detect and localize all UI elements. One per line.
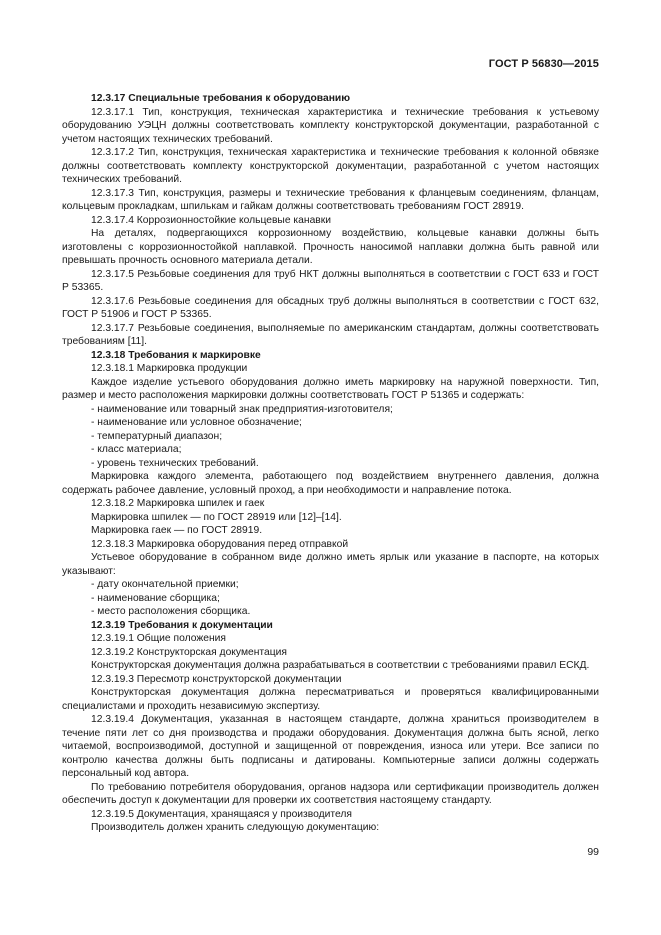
paragraph: 12.3.17.4 Коррозионностойкие кольцевые канавки	[91, 214, 332, 226]
paragraph: 12.3.17.6 Резьбовые соединения для обсадных труб должны выполняться в соответствии с ГОСТ 632, ГОСТ Р 51906 и ГОСТ Р 53365.	[62, 295, 599, 320]
section-heading: 12.3.18 Требования к маркировке	[91, 349, 261, 361]
list-item: - место расположения сборщика.	[91, 606, 251, 617]
paragraph: 12.3.17.3 Тип, конструкция, размеры и технические требования к фланцевым соединениям, фланцам, кольцевым прокладкам, шпилькам и гайкам должны соответствовать требованиям ГОСТ 28919.	[62, 187, 599, 212]
list-item: - уровень технических требований.	[91, 457, 259, 469]
paragraph: 12.3.17.7 Резьбовые соединения, выполняемые по американским стандартам, должны соответствовать требованиям [11].	[62, 322, 599, 347]
document-header: ГОСТ Р 56830—2015	[488, 58, 599, 70]
paragraph: Маркировка шпилек — по ГОСТ 28919 или [12]–[14].	[91, 511, 342, 523]
list-item: - дату окончательной приемки;	[91, 579, 239, 590]
paragraph: 12.3.17.1 Тип, конструкция, техническая характеристика и технические требования к устьевому оборудованию УЭЦН должны соответствовать комплекту конструкторской документации, разработанной с учетом настоящих технических требований.	[62, 106, 599, 145]
list-item: - класс материала;	[91, 444, 182, 455]
paragraph: Каждое изделие устьевого оборудования должно иметь маркировку на наружной поверхности. Тип, размер и место расположения маркировки должны соответствовать ГОСТ Р 51365 и содержать:	[62, 376, 599, 401]
paragraph: Конструкторская документация должна пересматриваться и проверяться квалифицированными специалистами и проходить независимую экспертизу.	[62, 687, 599, 712]
paragraph: Маркировка гаек — по ГОСТ 28919.	[91, 525, 263, 536]
paragraph: 12.3.18.1 Маркировка продукции	[91, 363, 248, 374]
document-body	[62, 92, 599, 835]
page-number: 99	[587, 846, 599, 858]
paragraph: 12.3.17.2 Тип, конструкция, техническая характеристика и технические требования к колонной обвязке должны соответствовать комплекту конструкторской документации, разработанной с учетом настоящих технических требований.	[62, 147, 599, 185]
paragraph: 12.3.19.5 Документация, хранящаяся у производителя	[91, 808, 352, 820]
paragraph: Маркировка каждого элемента, работающего под воздействием внутреннего давления, должна содержать рабочее давление, условный проход, а при необходимости и направление потока.	[62, 471, 599, 496]
section-heading: 12.3.19 Требования к документации	[91, 619, 273, 631]
paragraph: Конструкторская документация должна разрабатываться в соответствии с требованиями правил ЕСКД.	[91, 660, 590, 671]
paragraph: 12.3.19.4 Документация, указанная в настоящем стандарте, должна храниться производителем в течение пяти лет со дня производства и продажи оборудования. Документация должна быть ясной, легко читаемой, воспроизводимой, доступной и защищенной от повреждения, износа или утери. Все записи по контролю качества должны быть подписаны и датированы. Компьютерные записи должны содержать персональный код автора.	[62, 714, 599, 779]
section-heading: 12.3.17 Специальные требования к оборудованию	[91, 93, 351, 104]
paragraph: По требованию потребителя оборудования, органов надзора или сертификации производитель должен обеспечить доступ к документации для проверки их соответствия настоящему стандарту.	[62, 781, 599, 806]
paragraph: 12.3.19.3 Пересмотр конструкторской документации	[91, 673, 342, 685]
list-item: - температурный диапазон;	[91, 430, 223, 442]
list-item: - наименование сборщика;	[91, 592, 220, 604]
paragraph: Производитель должен хранить следующую документацию:	[91, 822, 380, 833]
paragraph: 12.3.18.3 Маркировка оборудования перед отправкой	[91, 538, 349, 550]
paragraph: На деталях, подвергающихся коррозионному воздействию, кольцевые канавки должны быть изготовлены с коррозионностойкой наплавкой. Прочность наносимой наплавки должна быть равной или превышать прочность основного материала детали.	[62, 228, 599, 266]
paragraph: 12.3.19.1 Общие положения	[91, 633, 226, 644]
paragraph: 12.3.19.2 Конструкторская документация	[91, 646, 287, 658]
list-item: - наименование или товарный знак предприятия-изготовителя;	[91, 403, 393, 415]
paragraph: 12.3.17.5 Резьбовые соединения для труб НКТ должны выполняться в соответствии с ГОСТ 633 и ГОСТ Р 53365.	[62, 268, 599, 293]
paragraph: 12.3.18.2 Маркировка шпилек и гаек	[91, 498, 265, 509]
list-item: - наименование или условное обозначение;	[91, 417, 302, 428]
paragraph: Устьевое оборудование в собранном виде должно иметь ярлык или указание в паспорте, на которых указывают:	[62, 552, 599, 577]
